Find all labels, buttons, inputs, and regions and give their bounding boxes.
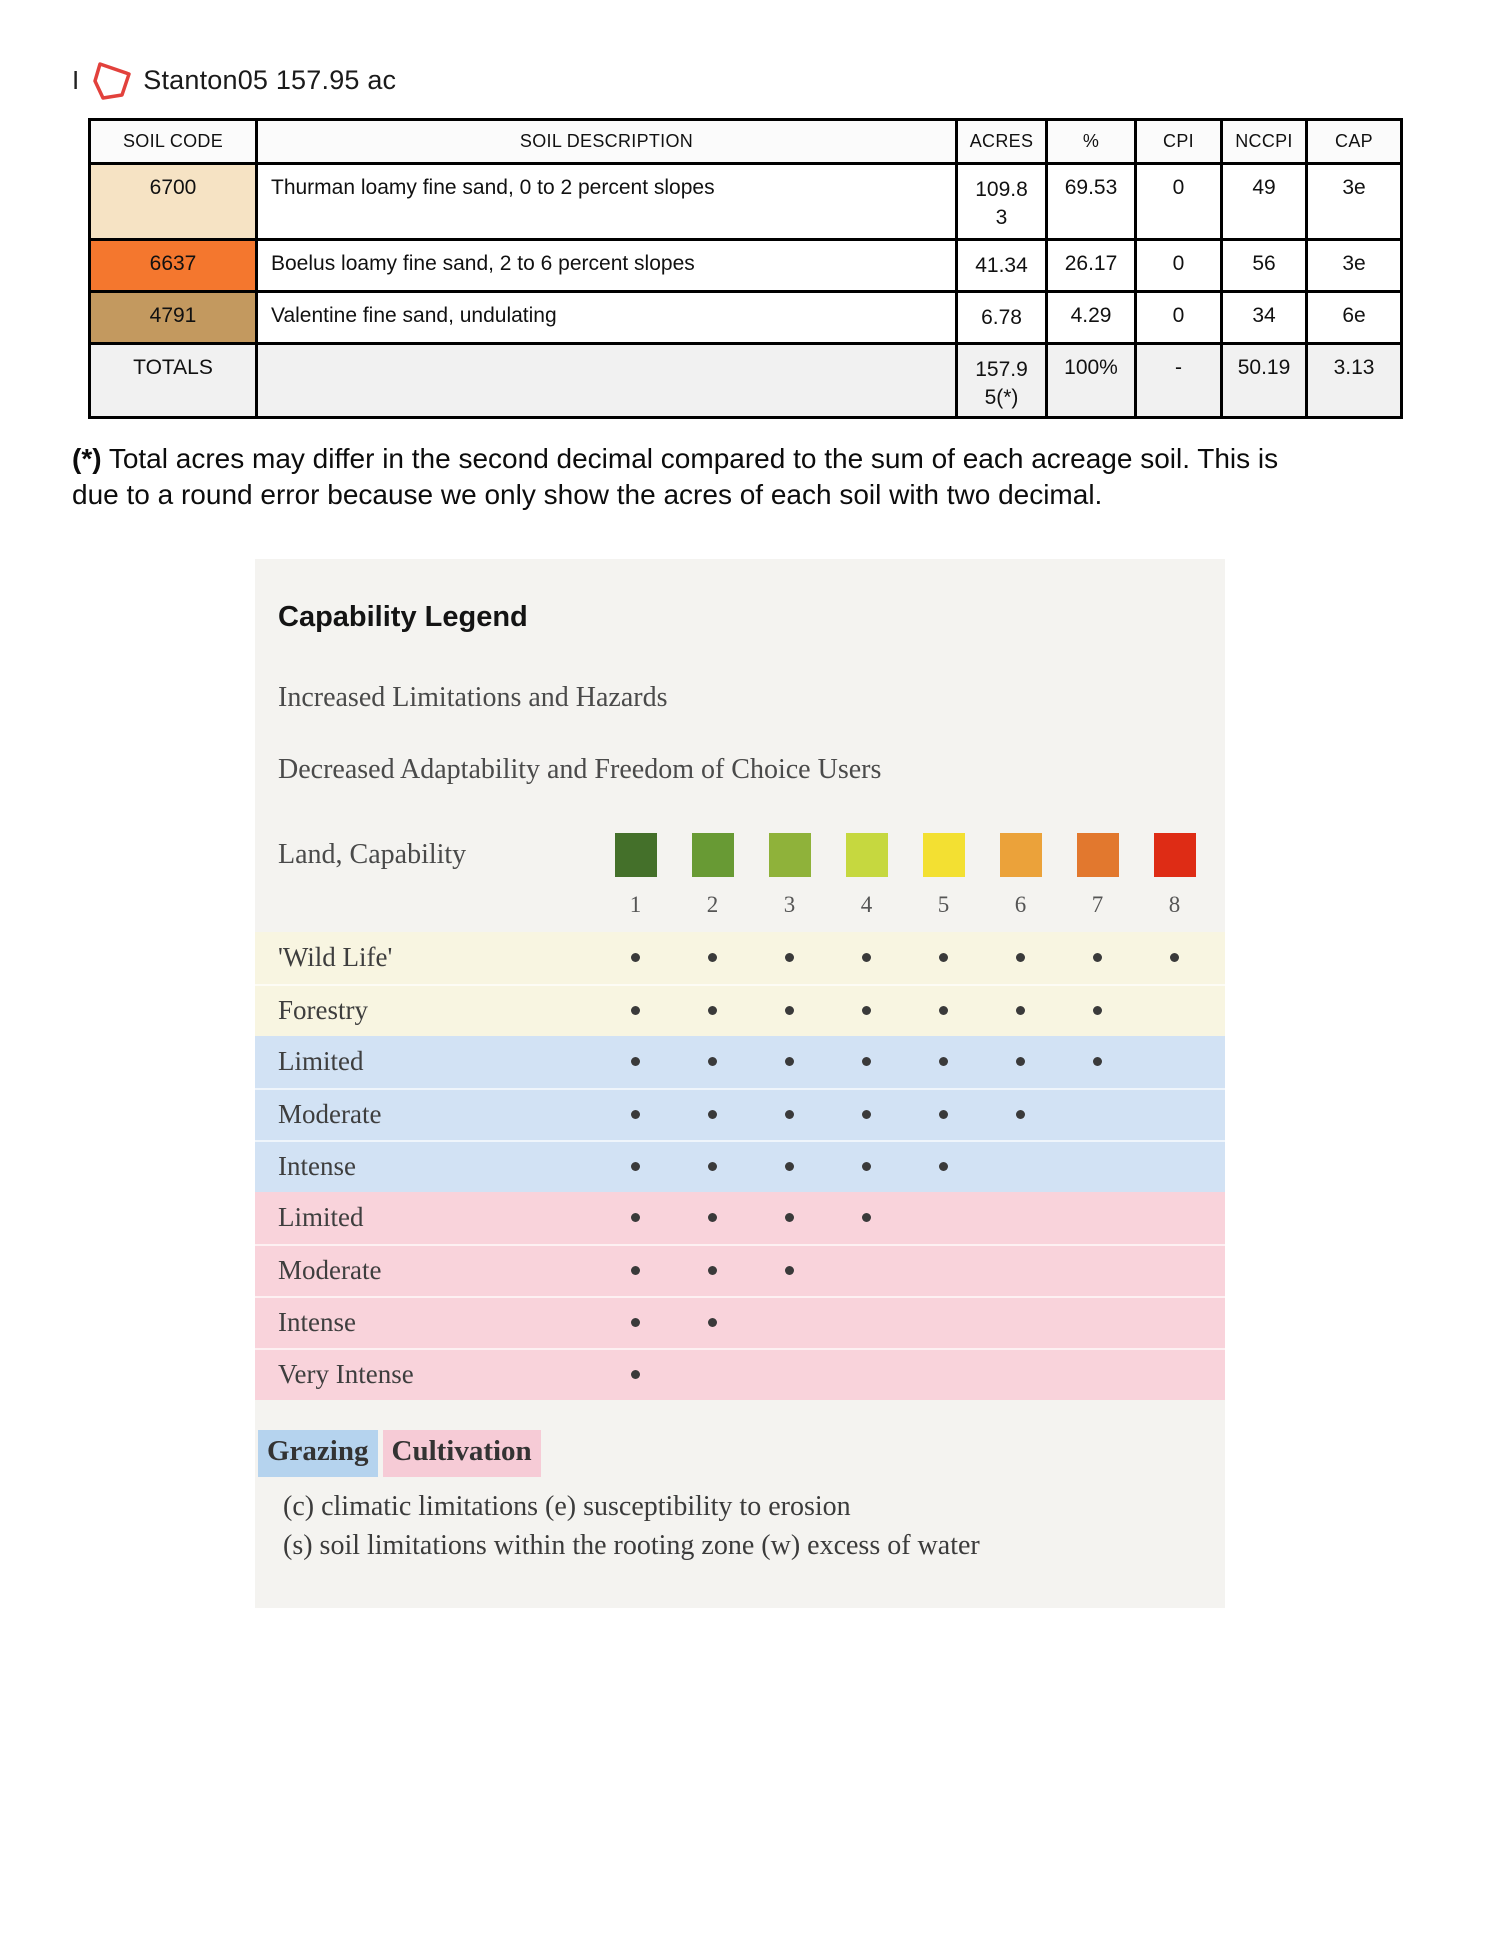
col-header-percent: % xyxy=(1047,120,1136,164)
dot-cell xyxy=(751,1006,828,1015)
dot-cell xyxy=(982,953,1059,962)
totals-nccpi-cell: 50.19 xyxy=(1222,344,1307,418)
capability-dot xyxy=(631,1057,640,1066)
capability-class-swatch xyxy=(615,833,657,877)
capability-row-label: Forestry xyxy=(278,995,368,1026)
land-capability-scale xyxy=(255,832,1225,878)
capability-dot xyxy=(939,1057,948,1066)
dot-cell xyxy=(1136,1266,1213,1275)
dot-cell xyxy=(674,1110,751,1119)
capability-dot xyxy=(631,1266,640,1275)
totals-label-cell: TOTALS xyxy=(90,344,257,418)
dot-cell xyxy=(905,1266,982,1275)
dot-cell xyxy=(674,1006,751,1015)
capability-dot xyxy=(631,1213,640,1222)
dot-cell xyxy=(905,953,982,962)
dot-cell xyxy=(905,1213,982,1222)
soil-code-cell: 6700 xyxy=(90,164,257,240)
soil-description-cell: Boelus loamy fine sand, 2 to 6 percent slopes xyxy=(257,240,957,292)
capability-class-number: 2 xyxy=(706,891,719,917)
dot-cell xyxy=(597,1162,674,1171)
number-cell xyxy=(1059,892,1136,918)
capability-dot xyxy=(1016,1057,1025,1066)
soil-code-cell: 4791 xyxy=(90,292,257,344)
dot-cell xyxy=(597,1318,674,1327)
dot-cell xyxy=(828,1162,905,1171)
number-cell xyxy=(1136,892,1213,918)
dot-cell xyxy=(1059,1057,1136,1066)
capability-row-dots xyxy=(597,1266,1213,1275)
capability-row-label: Intense xyxy=(278,1307,356,1338)
number-cell xyxy=(597,892,674,918)
swatch-cell xyxy=(1136,833,1213,877)
dot-cell xyxy=(674,1213,751,1222)
dot-cell xyxy=(674,953,751,962)
swatch-cell xyxy=(1059,833,1136,877)
capability-dot xyxy=(939,1110,948,1119)
soil-table-row xyxy=(90,240,1402,292)
swatch-cell xyxy=(674,833,751,877)
capability-row-label: 'Wild Life' xyxy=(278,942,393,973)
dot-cell xyxy=(1136,1006,1213,1015)
soil-acres-cell: 41.34 xyxy=(957,240,1047,292)
number-cell xyxy=(905,892,982,918)
dot-cell xyxy=(751,1266,828,1275)
group-chip-grazing: Grazing xyxy=(258,1430,378,1477)
soil-percent-cell: 26.17 xyxy=(1047,240,1136,292)
parcel-outline-icon xyxy=(89,58,133,102)
capability-dot xyxy=(862,1057,871,1066)
soil-acres-cell: 109.83 xyxy=(957,164,1047,240)
legend-note-line: (s) soil limitations within the rooting zone (w) excess of water xyxy=(283,1530,980,1562)
dot-cell xyxy=(751,1110,828,1119)
capability-row-label: Intense xyxy=(278,1151,356,1182)
dot-cell xyxy=(1059,1006,1136,1015)
totals-cpi-cell: - xyxy=(1136,344,1222,418)
dot-cell xyxy=(1136,1370,1213,1379)
dot-cell xyxy=(674,1370,751,1379)
capability-row-dots xyxy=(597,953,1213,962)
soil-cap-cell: 3e xyxy=(1307,164,1402,240)
dot-cell xyxy=(751,1370,828,1379)
capability-dot xyxy=(708,1266,717,1275)
capability-row-label: Moderate xyxy=(278,1099,382,1130)
col-header-soil-code: SOIL CODE xyxy=(90,120,257,164)
soil-cpi-cell: 0 xyxy=(1136,292,1222,344)
dot-cell xyxy=(751,953,828,962)
capability-row-dots xyxy=(597,1318,1213,1327)
soil-cpi-cell: 0 xyxy=(1136,240,1222,292)
swatch-cell xyxy=(751,833,828,877)
dot-cell xyxy=(1136,1318,1213,1327)
dot-cell xyxy=(1059,1318,1136,1327)
capability-dot xyxy=(862,1006,871,1015)
dot-cell xyxy=(1136,1110,1213,1119)
dot-cell xyxy=(982,1006,1059,1015)
dot-cell xyxy=(828,1213,905,1222)
footnote-line-2: due to a round error because we only show the acres of each soil with two decimal. xyxy=(72,478,1103,510)
capability-dot xyxy=(862,1162,871,1171)
col-header-nccpi: NCCPI xyxy=(1222,120,1307,164)
capability-row-limited xyxy=(255,1192,1225,1244)
soil-nccpi-cell: 49 xyxy=(1222,164,1307,240)
soil-nccpi-cell: 34 xyxy=(1222,292,1307,344)
capability-row-moderate xyxy=(255,1088,1225,1140)
capability-dot xyxy=(1093,1057,1102,1066)
capability-dot xyxy=(785,1266,794,1275)
capability-row-dots xyxy=(597,1057,1213,1066)
capability-class-swatch xyxy=(923,833,965,877)
number-cell xyxy=(674,892,751,918)
capability-dot xyxy=(862,953,871,962)
dot-cell xyxy=(905,1057,982,1066)
capability-class-number: 6 xyxy=(1014,891,1027,917)
capability-row-very-intense xyxy=(255,1348,1225,1400)
capability-dot xyxy=(785,1006,794,1015)
capability-dot xyxy=(939,953,948,962)
dot-cell xyxy=(1136,953,1213,962)
capability-row-label: Limited xyxy=(278,1046,364,1077)
capability-dot xyxy=(631,953,640,962)
dot-cell xyxy=(905,1006,982,1015)
capability-class-swatch xyxy=(1154,833,1196,877)
capability-dot xyxy=(785,1057,794,1066)
dot-cell xyxy=(982,1110,1059,1119)
col-header-cpi: CPI xyxy=(1136,120,1222,164)
dot-cell xyxy=(982,1057,1059,1066)
dot-cell xyxy=(982,1162,1059,1171)
soil-table-header xyxy=(90,120,1402,164)
capability-row-moderate xyxy=(255,1244,1225,1296)
soil-description-cell: Thurman loamy fine sand, 0 to 2 percent slopes xyxy=(257,164,957,240)
capability-dot xyxy=(631,1318,640,1327)
dot-cell xyxy=(597,1110,674,1119)
dot-cell xyxy=(982,1266,1059,1275)
dot-cell xyxy=(982,1370,1059,1379)
capability-dot xyxy=(631,1162,640,1171)
soil-cpi-cell: 0 xyxy=(1136,164,1222,240)
totals-cap-cell: 3.13 xyxy=(1307,344,1402,418)
dot-cell xyxy=(1059,1162,1136,1171)
dot-cell xyxy=(1059,1370,1136,1379)
soil-table-totals-row xyxy=(90,344,1402,418)
capability-row-forestry xyxy=(255,984,1225,1036)
swatch-cell xyxy=(828,833,905,877)
number-cell xyxy=(982,892,1059,918)
legend-notes xyxy=(283,1487,1225,1567)
dot-cell xyxy=(1059,1213,1136,1222)
capability-dot xyxy=(1093,1006,1102,1015)
dot-cell xyxy=(597,1266,674,1275)
dot-cell xyxy=(905,1162,982,1171)
dot-cell xyxy=(597,1057,674,1066)
footnote-line-1: Total acres may differ in the second decimal compared to the sum of each acreage soil. This is xyxy=(108,443,1279,474)
capability-dot xyxy=(1016,1110,1025,1119)
capability-class-number: 7 xyxy=(1091,891,1104,917)
capability-dot xyxy=(1170,953,1179,962)
capability-row-dots xyxy=(597,1370,1213,1379)
number-cell xyxy=(751,892,828,918)
dot-cell xyxy=(905,1318,982,1327)
dot-cell xyxy=(674,1162,751,1171)
group-chip-cultivation: Cultivation xyxy=(383,1430,541,1477)
capability-dot xyxy=(785,953,794,962)
number-cell xyxy=(828,892,905,918)
capability-row-dots xyxy=(597,1006,1213,1015)
class-numbers-row xyxy=(597,892,1225,918)
group-chips-row xyxy=(258,1430,1225,1477)
soil-nccpi-cell: 56 xyxy=(1222,240,1307,292)
dot-cell xyxy=(828,1057,905,1066)
capability-class-swatch xyxy=(1000,833,1042,877)
capability-dot xyxy=(785,1213,794,1222)
soil-description-cell: Valentine fine sand, undulating xyxy=(257,292,957,344)
capability-dot xyxy=(1093,953,1102,962)
capability-class-number: 8 xyxy=(1168,891,1181,917)
dot-cell xyxy=(1136,1057,1213,1066)
capability-dot xyxy=(631,1110,640,1119)
capability-dot xyxy=(708,1162,717,1171)
capability-dot xyxy=(939,1006,948,1015)
footnote-marker: (*) xyxy=(72,443,102,474)
capability-row-dots xyxy=(597,1162,1213,1171)
capability-dot xyxy=(785,1162,794,1171)
capability-legend-panel xyxy=(255,559,1225,1609)
capability-row-intense xyxy=(255,1140,1225,1192)
dot-cell xyxy=(1136,1213,1213,1222)
soil-table-row xyxy=(90,292,1402,344)
soil-table-row xyxy=(90,164,1402,240)
document-header xyxy=(0,0,1500,102)
capability-dot xyxy=(1016,1006,1025,1015)
capability-dot xyxy=(862,1110,871,1119)
capability-dot xyxy=(862,1213,871,1222)
legend-subtitle-adaptability: Decreased Adaptability and Freedom of Choice Users xyxy=(278,753,882,785)
dot-cell xyxy=(674,1057,751,1066)
capability-row-label: Limited xyxy=(278,1202,364,1233)
capability-class-swatch xyxy=(846,833,888,877)
capability-dot xyxy=(708,1057,717,1066)
capability-class-swatch xyxy=(1077,833,1119,877)
capability-row--wild-life- xyxy=(255,932,1225,984)
scale-label: Land, Capability xyxy=(278,838,467,870)
capability-row-intense xyxy=(255,1296,1225,1348)
capability-dot xyxy=(785,1110,794,1119)
dot-cell xyxy=(905,1110,982,1119)
dot-cell xyxy=(597,1006,674,1015)
swatch-cell xyxy=(982,833,1059,877)
capability-dot xyxy=(708,1110,717,1119)
swatch-cell xyxy=(597,833,674,877)
capability-class-number: 1 xyxy=(629,891,642,917)
soil-acres-cell: 6.78 xyxy=(957,292,1047,344)
col-header-description: SOIL DESCRIPTION xyxy=(257,120,957,164)
capability-class-swatch xyxy=(692,833,734,877)
dot-cell xyxy=(828,1318,905,1327)
dot-cell xyxy=(1136,1162,1213,1171)
dot-cell xyxy=(1059,953,1136,962)
legend-title: Capability Legend xyxy=(278,600,528,633)
tract-mark: I xyxy=(72,64,80,95)
col-header-cap: CAP xyxy=(1307,120,1402,164)
dot-cell xyxy=(828,1370,905,1379)
soil-percent-cell: 4.29 xyxy=(1047,292,1136,344)
capability-dot xyxy=(708,1213,717,1222)
dot-cell xyxy=(828,1006,905,1015)
capability-dot xyxy=(708,1318,717,1327)
capability-dot xyxy=(708,953,717,962)
totals-acres-cell: 157.95(*) xyxy=(957,344,1047,418)
soil-cap-cell: 3e xyxy=(1307,240,1402,292)
dot-cell xyxy=(828,953,905,962)
capability-class-number: 5 xyxy=(937,891,950,917)
capability-class-number: 3 xyxy=(783,891,796,917)
capability-dot xyxy=(708,1006,717,1015)
capability-class-number: 4 xyxy=(860,891,873,917)
dot-cell xyxy=(597,953,674,962)
soil-code-cell: 6637 xyxy=(90,240,257,292)
soil-cap-cell: 6e xyxy=(1307,292,1402,344)
swatch-cell xyxy=(905,833,982,877)
capability-dot xyxy=(631,1006,640,1015)
capability-dot xyxy=(631,1370,640,1379)
dot-cell xyxy=(828,1266,905,1275)
dot-cell xyxy=(674,1318,751,1327)
capability-row-dots xyxy=(597,1110,1213,1119)
capability-row-dots xyxy=(597,1213,1213,1222)
dot-cell xyxy=(751,1057,828,1066)
dot-cell xyxy=(751,1318,828,1327)
dot-cell xyxy=(982,1213,1059,1222)
col-header-acres: ACRES xyxy=(957,120,1047,164)
dot-cell xyxy=(751,1213,828,1222)
dot-cell xyxy=(982,1318,1059,1327)
dot-cell xyxy=(597,1370,674,1379)
acreage-footnote xyxy=(72,441,1422,513)
dot-cell xyxy=(674,1266,751,1275)
capability-row-label: Moderate xyxy=(278,1255,382,1286)
soil-percent-cell: 69.53 xyxy=(1047,164,1136,240)
totals-description-cell xyxy=(257,344,957,418)
legend-note-line: (c) climatic limitations (e) susceptibility to erosion xyxy=(283,1490,851,1522)
totals-percent-cell: 100% xyxy=(1047,344,1136,418)
dot-cell xyxy=(597,1213,674,1222)
dot-cell xyxy=(905,1370,982,1379)
soil-table xyxy=(88,118,1403,419)
dot-cell xyxy=(1059,1110,1136,1119)
legend-subtitle-limitations: Increased Limitations and Hazards xyxy=(278,681,668,713)
capability-row-limited xyxy=(255,1036,1225,1088)
capability-dot xyxy=(1016,953,1025,962)
capability-dot xyxy=(939,1162,948,1171)
dot-cell xyxy=(828,1110,905,1119)
capability-row-label: Very Intense xyxy=(278,1359,414,1390)
dot-cell xyxy=(751,1162,828,1171)
page-title: Stanton05 157.95 ac xyxy=(143,64,397,95)
capability-class-swatch xyxy=(769,833,811,877)
dot-cell xyxy=(1059,1266,1136,1275)
